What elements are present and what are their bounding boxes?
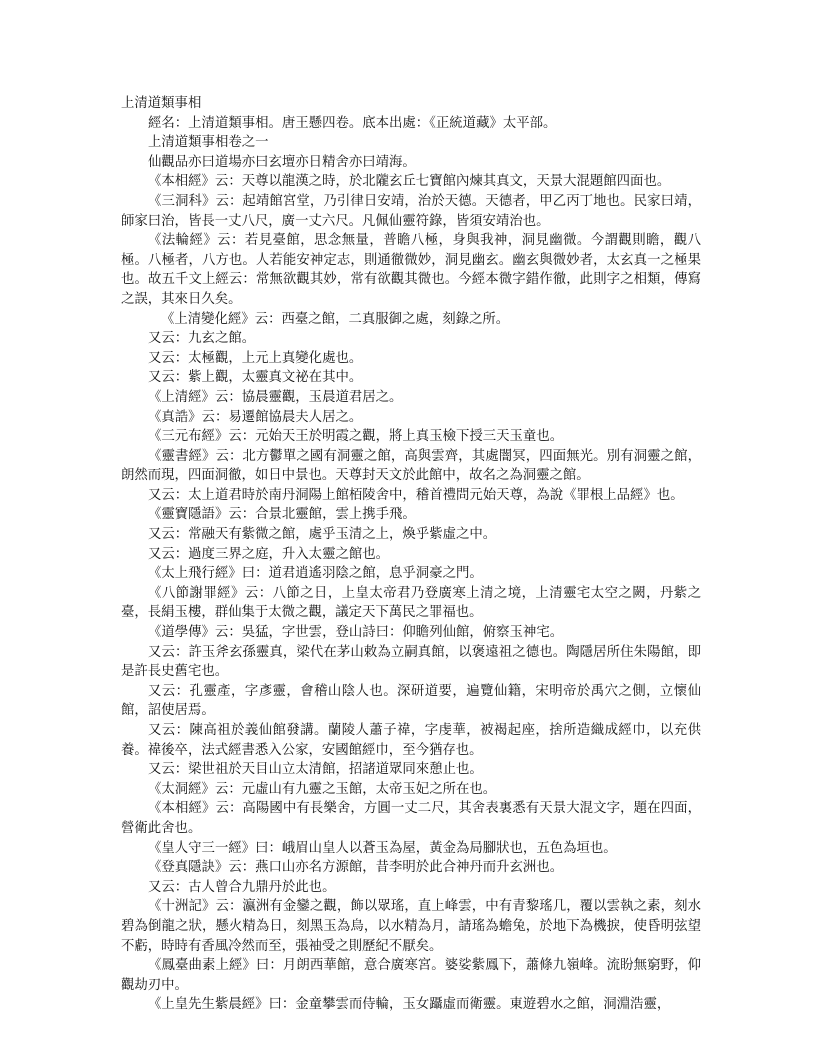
paragraph: 《上皇先生紫晨經》曰：金童攀雲而侍輪，玉女躡虛而衛靈。東遊碧水之館，洞淵浩靈， (148, 997, 671, 1013)
paragraph: 《本相經》云：高陽國中有長樂舍，方圓一丈二尺，其舍表裏悉有天景大混文字，題在四面，營衛此舍也。 (121, 801, 701, 836)
paragraph: 《上清變化經》云：西臺之館，二真服御之處，刻錄之所。 (161, 311, 510, 327)
volume-heading: 上清道類事相卷之一 (148, 135, 269, 151)
document-meta: 經名：上清道類事相。唐王懸四卷。底本出處：《正統道藏》太平部。 (148, 115, 557, 131)
paragraph: 又云：紫上觀，太靈真文祕在其中。 (148, 370, 363, 386)
paragraph: 又云：孔靈產，字彥靈，會稽山陰人也。深研道要，遍覽仙籍，宋明帝於禹穴之側，立懷仙館，詔使居焉。 (121, 683, 701, 719)
paragraph: 《八節謝罪經》云：八節之日，上皇太帝君乃登廣寒上清之境，上清靈宅太空之闕，丹紫之臺，長絹玉樓，群仙集于太微之觀，議定天下萬民之罪福也。 (121, 585, 701, 621)
paragraph: 又云：古人曾合九鼎丹於此也。 (148, 879, 336, 895)
paragraph: 《太洞經》云：元虛山有九靈之玉館，太帝玉妃之所在也。 (148, 781, 497, 797)
paragraph: 又云：太上道君時於南丹洞陽上館栢陵舍中，稽首禮問元始天尊，為說《罪根上品經》也。 (148, 487, 684, 503)
paragraph: 又云：梁世祖於天目山立太清館，招諸道眾同來憩止也。 (148, 762, 483, 778)
paragraph: 又云：九玄之館。 (148, 331, 256, 347)
document-page (121, 94, 701, 1015)
document-title: 上清道類事相 (121, 96, 202, 111)
paragraph: 《道學傳》云：吳猛，字世雲，登山詩曰：仰瞻列仙館，俯察玉神宅。 (148, 625, 564, 641)
paragraph: 《三元布經》云：元始天王於明霞之觀，將上真玉檢下授三天玉童也。 (148, 429, 564, 445)
paragraph: 《皇人守三一經》曰：峨眉山皇人以蒼玉為屋，黃金為局腳狀也，五色為垣也。 (148, 840, 617, 856)
paragraph: 又云：太極觀，上元上真變化處也。 (148, 350, 363, 366)
paragraph: 又云：常融天有紫微之館，處乎玉清之上，煥乎紫虛之中。 (148, 527, 497, 543)
paragraph: 又云：過度三界之庭，升入太靈之館也。 (148, 546, 390, 562)
paragraph: 《上清經》云：協晨靈觀，玉晨道君居之。 (148, 389, 403, 405)
paragraph: 《靈寶隱語》云：合景北靈館，雲上携手飛。 (148, 507, 416, 523)
paragraph: 又云：許玉斧玄孫靈真，梁代在茅山敕為立嗣真館，以褒遠祖之德也。陶隱居所住朱陽館，即是許長史舊宅也。 (121, 644, 701, 680)
paragraph: 《真誥》云：易遷館協晨夫人居之。 (148, 409, 363, 425)
paragraph: 《鳳臺曲素上經》曰：月朗西華館，意合廣寒宮。婆娑紫鳳下，蕭條九嶺峰。流盼無窮野，仰觀劫刃中。 (121, 958, 701, 993)
paragraph: 《三洞科》云：起靖館宮堂，乃引律日安靖，治於天德。天德者，甲乙丙丁地也。民家曰靖，師家曰治，皆長一丈八尺，廣一丈六尺。凡佩仙靈符錄，皆須安靖治也。 (121, 193, 701, 229)
paragraph: 《靈書經》云：北方鬱單之國有洞靈之館，高與雲齊，其處闇冥，四面無光。別有洞靈之館，朗然而現，四面洞徹，如日中景也。天尊封天文於此館中，故名之為洞靈之館。 (121, 448, 701, 484)
section-heading: 仙觀品亦曰道場亦曰玄壇亦日精舍亦曰靖海。 (148, 154, 416, 170)
paragraph: 《法輪經》云：若見臺館，思念無量，普瞻八極，身與我神，洞見幽微。今謂觀則瞻，觀八極。八極者，八方也。人若能安神定志，則通徹微妙，洞見幽玄。幽玄與微妙者，太玄真一之極果也。故五千文上經云：常無欲觀其妙，常有欲觀其微也。今經本微字錯作徹，此則字之相類，傳寫之誤，其來日久矣。 (121, 233, 701, 307)
paragraph: 《太上飛行經》曰：道君逍遙羽陰之館，息乎洞豪之門。 (148, 566, 483, 582)
paragraph: 《本相經》云：天尊以龍漢之時，於北隴玄丘七寶館內煉其真文，天景大混題館四面也。 (148, 174, 671, 190)
paragraph: 《登真隱訣》云：燕口山亦名方源館，昔李明於此合神丹而升玄洲也。 (148, 860, 564, 876)
paragraph: 又云：陳高祖於義仙館發講。蘭陵人蕭子禕，字虔華，被褐起座，捨所造織成經巾，以充供養。禕後卒，法式經書悉入公家，安國館經巾，至今猶存也。 (121, 723, 701, 758)
paragraph: 《十洲記》云：瀛洲有金鑾之觀，飾以眾瑤，直上峰雲，中有青黎瑤几，覆以雲執之素，刻水碧為倒龍之狀，懸火精為日，刻黑玉為烏，以水精為月，請瑤為蟾兔，於地下為機捩，使昏明弦望不虧，時時有香風冷然而至，張袖受之則歷紀不厭矣。 (121, 899, 701, 954)
